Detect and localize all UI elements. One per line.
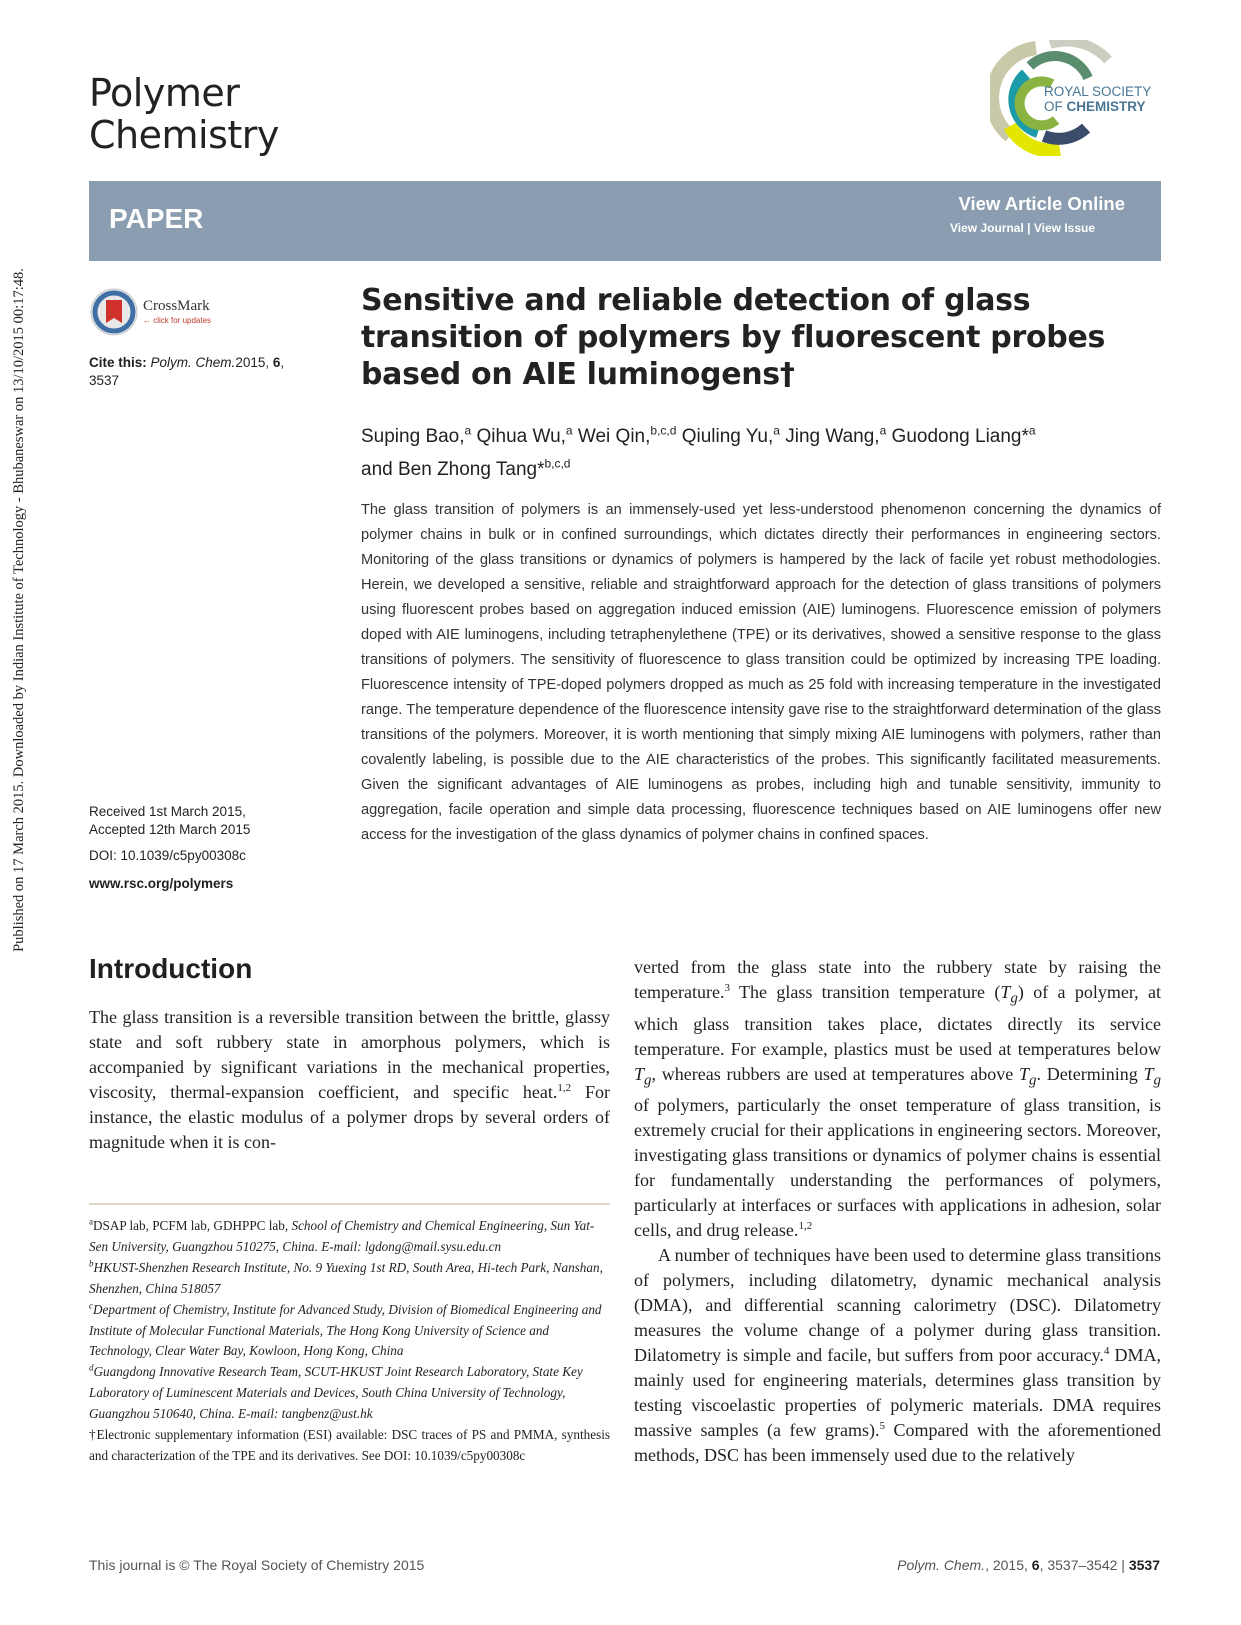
publisher-line2-prefix: OF — [1044, 99, 1063, 114]
author-name: and Ben Zhong Tang* — [361, 458, 545, 480]
citation: Cite this: Polym. Chem.2015, 6, 3537 — [89, 355, 285, 388]
cite-journal: Polym. Chem. — [150, 355, 236, 370]
banner-separator: | — [1027, 221, 1031, 235]
author-affiliation: a — [879, 424, 887, 438]
citation-ref[interactable]: 3 — [724, 982, 730, 994]
footnote-text: School of Chemistry and Chemical Engineering, Sun Yat-Sen University, Guangzhou 510275, China. E-mail: lgdong@mail.sysu.edu.cn — [89, 1218, 595, 1254]
article-dates — [89, 803, 329, 893]
author — [682, 426, 780, 447]
journal-name-line1: Polymer — [89, 71, 240, 115]
body-text: DMA, mainly used for engineering materials, determines glass transition by testing viscoelastic properties of polymeric materials. DMA requires massive samples (a few grams). — [634, 1345, 1161, 1441]
author-affiliation: b,c,d — [544, 456, 571, 471]
footnote-mark: c — [89, 1300, 93, 1311]
accepted-date: Accepted 12th March 2015 — [89, 822, 251, 837]
tg-symbol-t: T — [1018, 1063, 1029, 1084]
author — [892, 426, 1036, 447]
footnote-text: DSAP lab, PCFM lab, GDHPPC lab, — [93, 1218, 292, 1233]
journal-name — [89, 72, 389, 156]
received-date: Received 1st March 2015, — [89, 804, 246, 819]
crossmark-subtitle: ← click for updates — [143, 316, 212, 325]
crossmark-title: CrossMark — [143, 298, 210, 314]
author — [361, 456, 571, 480]
author-name: Wei Qin, — [577, 426, 651, 448]
publisher-line2-bold: CHEMISTRY — [1066, 99, 1146, 114]
footnote-affiliation-a — [89, 1216, 610, 1258]
author-name: Qihua Wu, — [476, 426, 566, 448]
author-name: Qiuling Yu, — [681, 426, 774, 448]
publisher-name — [1044, 84, 1151, 114]
author-affiliation: a — [1028, 424, 1036, 438]
cite-label: Cite this: — [89, 355, 147, 370]
author-name: Suping Bao, — [361, 426, 465, 448]
footnote-affiliation-d — [89, 1362, 610, 1425]
tg-symbol-t: T — [1000, 982, 1011, 1002]
author-list — [361, 418, 1161, 483]
article-title: Sensitive and reliable detection of glass transition of polymers by fluorescent probes based on AIE luminogens† — [361, 283, 1106, 392]
author-name: Jing Wang, — [785, 426, 880, 448]
page-number: 3537 — [1128, 1557, 1160, 1573]
author — [477, 426, 573, 447]
footer-copyright: This journal is © The Royal Society of Chemistry 2015 — [89, 1557, 425, 1573]
journal-url-link[interactable]: www.rsc.org/polymers — [89, 876, 234, 891]
tg-symbol — [1000, 982, 1018, 1007]
abstract: The glass transition of polymers is an immensely-used yet less-understood phenomenon concerning the dynamics of polymer chains in bulk or in confined surroundings, which dictates directly their performances in engineering sectors. Monitoring of the glass transitions or dynamics of polymers is hampered by the lack of facile yet robust methodologies. Herein, we developed a sensitive, reliable and straightforward approach for the detection of glass transitions of polymers using fluorescent probes based on aggregation induced emission (AIE) luminogens. Fluorescence emission of polymers doped with AIE luminogens, including tetraphenylethene (TPE) or its derivatives, showed a sensitive response to the glass transitions of polymers. The sensitivity of fluorescence to glass transition could be optimized by increasing TPE loading. Fluorescence intensity of TPE-doped polymers dropped as much as 25 fold with increasing temperature in the investigated range. The temperature dependence of the fluorescence intensity gave rise to the straightforward determination of the glass transitions of the polymers. Moreover, it is worth mentioning that simply mixing AIE luminogens with polymers, rather than covalently labeling, is possible due to the AIE characteristics of the probes. This significantly facilitated measurements. Given the significant advantages of AIE luminogens as probes, including high and tunable sensitivity, immunity to aggregation, facile operation and simple data processing, fluorescence techniques based on AIE luminogens offer new access for the investigation of the glass dynamics of polymer chains in confined spaces. — [361, 502, 1161, 843]
journal-name-line2: Chemistry — [89, 113, 279, 157]
author-name: Guodong Liang* — [891, 426, 1029, 448]
publisher-line2 — [1044, 99, 1151, 114]
footer-citation — [897, 1557, 1160, 1573]
view-journal-link[interactable]: View Journal — [950, 221, 1024, 235]
citation-ref[interactable]: 1,2 — [798, 1220, 813, 1233]
crossmark-badge[interactable] — [89, 287, 229, 341]
footer-journal: Polym. Chem. — [897, 1557, 986, 1573]
footnote-divider — [89, 1203, 610, 1205]
body-column-right — [634, 955, 1161, 1468]
body-text: of polymers, particularly the onset temperature of glass transition, is extremely crucial for their applications in engineering sectors. Moreover, investigating glass transitions or dynamics of polymer chains is essential for fundamentally understanding the performances of polymers, particularly at interfaces or surfaces with applications in adhesion, solar cells, and drug release. — [634, 1095, 1161, 1241]
footer-year: , 2015, — [985, 1557, 1032, 1573]
view-issue-link[interactable]: View Issue — [1033, 221, 1096, 235]
author — [785, 426, 886, 447]
footer-separator: | — [1117, 1557, 1129, 1573]
banner-links — [950, 221, 1095, 235]
body-text: For instance, the elastic modulus of a polymer drops by several orders of magnitude when it is con- — [89, 1082, 610, 1152]
footnote-text: HKUST-Shenzhen Research Institute, No. 9 Yuexing 1st RD, South Area, Hi-tech Park, Nanshan, Shenzhen, China 518057 — [89, 1259, 603, 1296]
body-column-left — [89, 1005, 610, 1155]
tg-symbol — [634, 1063, 652, 1089]
author — [361, 426, 471, 447]
cite-year: 2015, — [235, 355, 270, 370]
cite-volume: 6 — [272, 355, 281, 370]
body-paragraph — [634, 1243, 1161, 1468]
footnote-mark: d — [89, 1362, 94, 1373]
publisher-line1: ROYAL SOCIETY — [1044, 84, 1152, 99]
body-paragraph — [89, 1005, 610, 1155]
author-affiliation: a — [464, 424, 472, 438]
body-paragraph — [634, 955, 1161, 1243]
article-type: PAPER — [109, 203, 204, 234]
view-article-online-link[interactable]: View Article Online — [958, 193, 1125, 214]
tg-symbol-g: g — [1010, 990, 1018, 1007]
footnote-esi: †Electronic supplementary information (ESI) available: DSC traces of PS and PMMA, synthesis and characterization of the TPE and its derivatives. See DOI: 10.1039/c5py00308c — [89, 1427, 610, 1463]
article-doi[interactable]: DOI: 10.1039/c5py00308c — [89, 848, 246, 863]
footnotes — [89, 1216, 610, 1467]
article-type-banner — [89, 181, 1161, 261]
body-text: ) of a polymer, at which glass transition takes place, dictates directly its service temperature. For example, plastics must be used at temperatures below — [634, 982, 1161, 1059]
author-affiliation: a — [773, 424, 780, 438]
body-text: Compared with the aforementioned methods, DSC has been immensely used due to the relatively — [634, 1420, 1161, 1466]
citation-ref[interactable]: 1,2 — [557, 1082, 572, 1094]
tg-symbol-t: T — [1143, 1063, 1154, 1084]
tg-symbol-t: T — [634, 1063, 645, 1084]
cite-page: 3537 — [89, 373, 120, 388]
download-stamp: Published on 17 March 2015. Downloaded by Indian Institute of Technology - Bhubaneswar on 13/10/2015 00:17:48. — [11, 268, 27, 952]
footer-pages: , 3537–3542 — [1039, 1557, 1118, 1573]
footnote-text: Guangdong Innovative Research Team, SCUT-HKUST Joint Research Laboratory, State Key Laboratory of Luminescent Materials and Devices, South China University of Technology, Guangzhou 510640, China. E-mail: tangbenz@ust.hk — [89, 1364, 583, 1422]
body-text: , whereas rubbers are used at temperatures above — [651, 1063, 1019, 1084]
tg-symbol — [1143, 1063, 1161, 1089]
footnote-text: Department of Chemistry, Institute for Advanced Study, Division of Biomedical Engineering and Institute of Molecular Functional Materials, The Hong Kong University of Science and Technology, Clear Water Bay, Kowloon, Hong Kong, China — [89, 1301, 602, 1359]
footer-volume: 6 — [1031, 1557, 1040, 1573]
author-affiliation: a — [565, 424, 573, 438]
body-text: The glass transition temperature ( — [729, 982, 1001, 1002]
tg-symbol-g: g — [1153, 1072, 1161, 1089]
body-text: A number of techniques have been used to determine glass transitions of polymers, including dilatometry, dynamic mechanical analysis (DMA), and differential scanning calorimetry (DSC). Dilatometry measures the volume change of a polymer during glass transition. Dilatometry is simple and facile, but suffers from poor accuracy. — [634, 1245, 1161, 1366]
body-text: The glass transition is a reversible transition between the brittle, glassy state and soft rubbery state in amorphous polymers, which is accompanied by significant variations in the mechanical properties, viscosity, thermal-expansion coefficient, and specific heat. — [89, 1007, 610, 1102]
citation-ref[interactable]: 4 — [1103, 1345, 1110, 1358]
author — [578, 426, 677, 447]
body-text: . Determining — [1036, 1063, 1144, 1084]
crossmark-subtitle-text: click for updates — [153, 316, 212, 325]
citation-ref[interactable]: 5 — [879, 1420, 885, 1433]
footnote-mark: a — [89, 1216, 93, 1227]
footnote-mark: b — [89, 1258, 94, 1269]
tg-symbol — [1018, 1063, 1037, 1089]
crossmark-icon — [89, 287, 139, 337]
footnote-affiliation-c — [89, 1300, 610, 1363]
tg-symbol-g: g — [644, 1072, 652, 1089]
footnote-affiliation-b — [89, 1258, 610, 1300]
section-heading-introduction: Introduction — [89, 953, 253, 984]
tg-symbol-g: g — [1028, 1072, 1037, 1089]
body-text: verted from the glass state into the rubbery state by raising the temperature. — [634, 957, 1161, 1002]
author-affiliation: b,c,d — [650, 424, 677, 438]
